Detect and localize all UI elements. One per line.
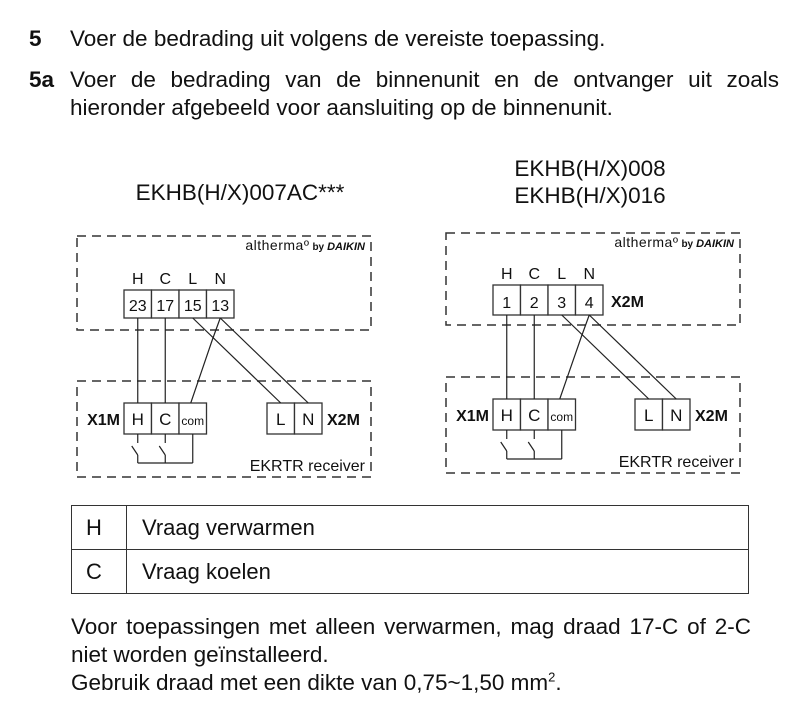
receiver-x1m-block bbox=[87, 403, 206, 434]
wiring-diagram-right bbox=[446, 233, 740, 473]
terminal-letter: N bbox=[302, 410, 315, 429]
x2m-label: X2M bbox=[695, 408, 728, 425]
terminal-number: 3 bbox=[557, 295, 567, 312]
wires bbox=[507, 315, 677, 399]
switch-contact bbox=[159, 446, 165, 455]
terminal-number: 15 bbox=[183, 298, 202, 315]
note-line-2 bbox=[71, 669, 751, 697]
receiver-x2m-block bbox=[635, 399, 728, 430]
legend-table bbox=[71, 505, 749, 594]
wire-l bbox=[193, 318, 281, 403]
receiver-switches bbox=[501, 430, 562, 459]
wires bbox=[138, 318, 309, 403]
model-line: EKHB(H/X)016 bbox=[514, 183, 666, 208]
x1m-label: X1M bbox=[87, 412, 120, 429]
terminal-number: 13 bbox=[211, 298, 230, 315]
receiver-x1m-block bbox=[456, 399, 575, 430]
terminal-letter: H bbox=[131, 271, 144, 288]
model-line: EKHB(H/X)008 bbox=[514, 156, 666, 181]
x1m-label: X1M bbox=[456, 408, 489, 425]
wire-n bbox=[220, 318, 308, 403]
indoor-terminal-block bbox=[124, 271, 234, 318]
switch-contact bbox=[528, 442, 534, 451]
indoor-terminal-block bbox=[493, 266, 644, 315]
brand-name: althermaº bbox=[245, 237, 310, 253]
terminal-letter: L bbox=[557, 266, 567, 283]
note-text: Gebruik draad met een dikte van 0,75~1,50 mm bbox=[71, 670, 549, 695]
terminal-letter: H bbox=[500, 406, 513, 425]
switch-contact bbox=[501, 442, 507, 451]
receiver-name: EKRTR receiver bbox=[618, 454, 734, 471]
terminal-letter: N bbox=[214, 271, 227, 288]
legend-row bbox=[72, 506, 749, 550]
brand-by: by bbox=[312, 242, 325, 253]
note-suffix: . bbox=[555, 670, 562, 695]
legend-description: Vraag koelen bbox=[127, 550, 749, 594]
terminal-letter: L bbox=[276, 410, 286, 429]
legend-key: H bbox=[72, 506, 127, 550]
receiver-x2m-block bbox=[267, 403, 360, 434]
x2m-label: X2M bbox=[327, 412, 360, 429]
receiver-name: EKRTR receiver bbox=[249, 458, 365, 475]
receiver-switches bbox=[132, 434, 193, 463]
terminal-letter: C bbox=[159, 271, 172, 288]
wire-n bbox=[589, 315, 676, 399]
terminal-letter: H bbox=[131, 410, 144, 429]
brand-name: althermaº bbox=[614, 234, 679, 250]
switch-contact bbox=[132, 446, 138, 455]
note-line-1: Voor toepassingen met alleen verwarmen, mag draad 17-C of 2-C niet worden geïnstalleerd. bbox=[71, 614, 751, 667]
terminal-number: 17 bbox=[156, 298, 175, 315]
terminal-letter: C bbox=[528, 406, 541, 425]
terminal-number: 23 bbox=[128, 298, 147, 315]
brand-maker: DAIKIN bbox=[696, 238, 734, 250]
wiring-diagram-left bbox=[77, 236, 371, 477]
model-line: EKHB(H/X)007AC*** bbox=[135, 180, 345, 205]
brand-logo bbox=[245, 237, 366, 253]
legend-row bbox=[72, 550, 749, 594]
step-text: Voer de bedrading uit volgens de vereiste toepassing. bbox=[70, 26, 606, 51]
terminal-number: 4 bbox=[584, 295, 594, 312]
brand-logo bbox=[614, 234, 735, 250]
terminal-letter: N bbox=[670, 406, 683, 425]
brand-maker: DAIKIN bbox=[327, 241, 365, 253]
terminal-number: 1 bbox=[502, 295, 512, 312]
terminal-letter: L bbox=[644, 406, 654, 425]
terminal-letter: N bbox=[583, 266, 596, 283]
terminal-letter: com bbox=[181, 414, 205, 428]
wiring-note bbox=[71, 613, 751, 697]
terminal-letter: L bbox=[188, 271, 198, 288]
brand-by: by bbox=[681, 239, 694, 250]
legend-key: C bbox=[72, 550, 127, 594]
terminal-block-label: X2M bbox=[611, 294, 644, 311]
terminal-letter: C bbox=[528, 266, 541, 283]
terminal-letter: com bbox=[550, 410, 574, 424]
step-number: 5a bbox=[29, 67, 55, 92]
terminal-letter: H bbox=[500, 266, 513, 283]
step-text: Voer de bedrading van de binnenunit en de ontvanger uit zoals hieronder afgebeeld voor aansluiting op de binnenunit. bbox=[70, 67, 779, 120]
terminal-number: 2 bbox=[529, 295, 539, 312]
legend-description: Vraag verwarmen bbox=[127, 506, 749, 550]
step-number: 5 bbox=[29, 26, 42, 51]
note-superscript: 2 bbox=[548, 669, 556, 685]
terminal-letter: C bbox=[159, 410, 172, 429]
